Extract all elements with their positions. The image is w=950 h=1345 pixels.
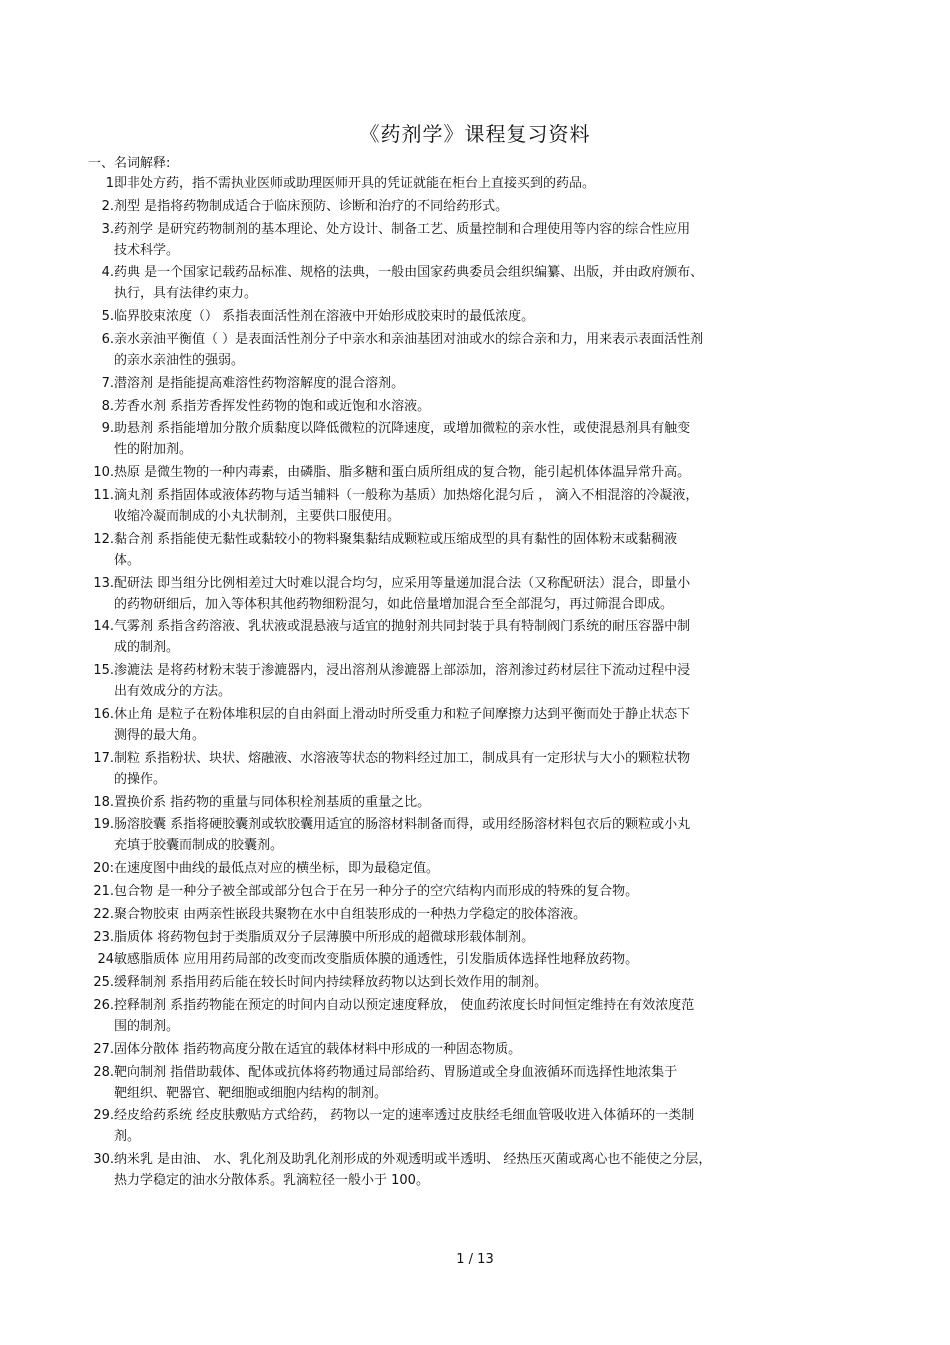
item-text-continued: 成的制剂。 xyxy=(114,640,180,656)
item-text-continued: 热力学稳定的油水分散体系。乳滴粒径一般小于 100。 xyxy=(114,1173,429,1189)
item-text: 经皮给药系统 经皮肤敷贴方式给药， 药物以一定的速率透过皮肤经毛细血管吸收进入体循环的一类制 xyxy=(114,1108,695,1124)
definition-item xyxy=(88,306,848,327)
item-text-continued: 出有效成分的方法。 xyxy=(114,684,232,700)
definition-list xyxy=(88,173,848,1193)
definition-item xyxy=(88,1062,848,1104)
item-number: 30. xyxy=(93,1152,114,1168)
item-number: 2. xyxy=(101,198,114,214)
definition-item xyxy=(88,858,848,879)
definition-item xyxy=(88,949,848,970)
item-text: 固体分散体 指药物高度分散在适宜的载体材料中形成的一种固态物质。 xyxy=(114,1041,522,1057)
definition-item xyxy=(88,995,848,1037)
definition-item xyxy=(88,219,848,261)
definition-item xyxy=(88,396,848,417)
definition-item xyxy=(88,173,848,194)
item-number: 23. xyxy=(93,929,114,945)
item-text: 即非处方药，指不需执业医师或助理医师开具的凭证就能在柜台上直接买到的药品。 xyxy=(114,176,596,191)
definition-item xyxy=(88,262,848,304)
definition-item xyxy=(88,1149,848,1191)
item-number: 19. xyxy=(93,817,114,833)
section-heading: 一、名词解释: xyxy=(88,156,171,171)
item-text: 药剂学 是研究药物制剂的基本理论、处方设计、制备工艺、质量控制和合理使用等内容的综合性应用 xyxy=(114,221,691,237)
item-text-continued: 的亲水亲油性的强弱。 xyxy=(114,352,245,368)
item-number: 7. xyxy=(101,375,114,391)
item-text: 置换价系 指药物的重量与同体积栓剂基质的重量之比。 xyxy=(114,794,431,810)
item-text: 临界胶束浓度（） 系指表面活性剂在溶液中开始形成胶束时的最低浓度。 xyxy=(114,309,535,325)
item-number: 14. xyxy=(93,619,114,635)
item-text: 剂型 是指将药物制成适合于临床预防、诊断和治疗的不同给药形式。 xyxy=(114,198,509,214)
definition-item xyxy=(88,927,848,948)
item-text: 在速度图中曲线的最低点对应的横坐标，即为最稳定值。 xyxy=(114,861,440,877)
definition-item xyxy=(88,660,848,702)
item-number: 13. xyxy=(93,575,114,591)
item-text: 潜溶剂 是指能提高难溶性药物溶解度的混合溶剂。 xyxy=(114,375,405,391)
page-number: 1 / 13 xyxy=(456,1252,494,1267)
item-text: 包合物 是一种分子被全部或部分包合于在另一种分子的空穴结构内而形成的特殊的复合物。 xyxy=(114,883,639,899)
item-number: 16. xyxy=(93,706,114,722)
item-text: 休止角 是粒子在粉体堆积层的自由斜面上滑动时所受重力和粒子间摩擦力达到平衡而处于静止状态下 xyxy=(114,706,691,722)
item-text: 控释制剂 系指药物能在预定的时间内自动以预定速度释放， 使血药浓度长时间恒定维持在有效浓度范 xyxy=(114,997,695,1013)
item-text: 黏合剂 系指能使无黏性或黏较小的物料聚集黏结成颗粒或压缩成型的具有黏性的固体粉末或黏稠液 xyxy=(114,531,678,547)
item-text-continued: 剂。 xyxy=(114,1129,141,1145)
item-number: 25. xyxy=(93,975,114,991)
definition-item xyxy=(88,329,848,371)
definition-item xyxy=(88,814,848,856)
definition-item xyxy=(88,1039,848,1060)
item-text-continued: 靶组织、靶器官、靶细胞或细胞内结构的制剂。 xyxy=(114,1085,388,1101)
item-text: 敏感脂质体 应用用药局部的改变而改变脂质体膜的通透性，引发脂质体选择性地释放药物。 xyxy=(114,952,639,968)
item-text: 制粒 系指粉状、块状、熔融液、水溶液等状态的物料经过加工，制成具有一定形状与大小的颗粒状物 xyxy=(114,750,691,766)
definition-item xyxy=(88,904,848,925)
item-number: 6. xyxy=(101,331,114,347)
item-number: 11. xyxy=(93,487,114,503)
item-text-continued: 的药物研细后，加入等体积其他药物细粉混匀，如此倍量增加混合至全部混匀，再过筛混合即成。 xyxy=(114,596,674,612)
item-number: 15. xyxy=(93,663,114,679)
item-number: 21. xyxy=(93,883,114,899)
item-number: 5. xyxy=(101,309,114,325)
item-number: 28. xyxy=(93,1064,114,1080)
item-text: 药典 是一个国家记载药品标准、规格的法典，一般由国家药典委员会组织编纂、出版，并由政府颁布、 xyxy=(114,265,704,281)
item-number: 1 xyxy=(105,176,114,191)
item-text-continued: 收缩冷凝而制成的小丸状制剂，主要供口服使用。 xyxy=(114,508,401,524)
definition-item xyxy=(88,1105,848,1147)
item-text: 脂质体 将药物包封于类脂质双分子层薄膜中所形成的超微球形载体制剂。 xyxy=(114,929,535,945)
item-text: 亲水亲油平衡值（ ）是表面活性剂分子中亲水和亲油基团对油或水的综合亲和力，用来表示表面活性剂 xyxy=(114,331,704,347)
item-text: 助悬剂 系指能增加分散介质黏度以降低微粒的沉降速度，或增加微粒的亲水性，或使混悬剂具有触变 xyxy=(114,421,691,437)
item-text-continued: 围的制剂。 xyxy=(114,1018,180,1034)
item-number: 17. xyxy=(93,750,114,766)
item-number: 27. xyxy=(93,1041,114,1057)
item-number: 9. xyxy=(101,421,114,437)
item-text: 渗漉法 是将药材粉末装于渗漉器内，浸出溶剂从渗漉器上部添加，溶剂渗过药材层往下流动过程中浸 xyxy=(114,663,691,679)
definition-item xyxy=(88,972,848,993)
item-text: 肠溶胶囊 系指将硬胶囊剂或软胶囊用适宜的肠溶材料制备而得，或用经肠溶材料包衣后的颗粒或小丸 xyxy=(114,817,691,833)
item-text-continued: 体。 xyxy=(114,552,141,568)
item-text: 配研法 即当组分比例相差过大时难以混合均匀，应采用等量递加混合法（又称配研法）混合，即量小 xyxy=(114,575,691,591)
definition-item xyxy=(88,529,848,571)
item-text: 热原 是微生物的一种内毒素，由磷脂、脂多糖和蛋白质所组成的复合物，能引起机体体温异常升高。 xyxy=(114,465,691,481)
item-number: 4. xyxy=(101,265,114,281)
item-number: 20: xyxy=(93,861,114,877)
item-text-continued: 充填于胶囊而制成的胶囊剂。 xyxy=(114,838,284,854)
item-number: 8. xyxy=(101,398,114,414)
item-number: 24 xyxy=(97,952,114,968)
item-text: 芳香水剂 系指芳香挥发性药物的饱和或近饱和水溶液。 xyxy=(114,398,431,414)
item-text: 聚合物胶束 由两亲性嵌段共聚物在水中自组装形成的一种热力学稳定的胶体溶液。 xyxy=(114,906,587,922)
item-text-continued: 性的附加剂。 xyxy=(114,442,193,458)
definition-item xyxy=(88,373,848,394)
item-number: 29. xyxy=(93,1108,114,1124)
page-title: 《药剂学》课程复习资料 xyxy=(359,122,591,146)
definition-item xyxy=(88,616,848,658)
item-text: 缓释制剂 系指用药后能在较长时间内持续释放药物以达到长效作用的制剂。 xyxy=(114,975,548,991)
item-text-continued: 测得的最大角。 xyxy=(114,727,206,743)
definition-item xyxy=(88,573,848,615)
definition-item xyxy=(88,462,848,483)
item-number: 12. xyxy=(93,531,114,547)
definition-item xyxy=(88,485,848,527)
item-text-continued: 执行，具有法律约束力。 xyxy=(114,286,258,302)
item-number: 10. xyxy=(93,465,114,481)
item-text-continued: 的操作。 xyxy=(114,771,167,787)
definition-item xyxy=(88,418,848,460)
definition-item xyxy=(88,881,848,902)
definition-item xyxy=(88,748,848,790)
item-text-continued: 技术科学。 xyxy=(114,242,180,258)
item-number: 22. xyxy=(93,906,114,922)
item-text: 纳米乳 是由油、 水、乳化剂及助乳化剂形成的外观透明或半透明、 经热压灭菌或离心也不能使之分层， xyxy=(114,1152,712,1168)
definition-item xyxy=(88,704,848,746)
item-number: 18. xyxy=(93,794,114,810)
item-text: 靶向制剂 指借助载体、配体或抗体将药物通过局部给药、胃肠道或全身血液循环而选择性地浓集于 xyxy=(114,1064,678,1080)
item-text: 气雾剂 系指含药溶液、乳状液或混悬液与适宜的抛射剂共同封装于具有特制阀门系统的耐压容器中制 xyxy=(114,619,691,635)
item-text: 滴丸剂 系指固体或液体药物与适当辅料（一般称为基质）加热熔化混匀后 ， 滴入不相混溶的冷凝液， xyxy=(114,487,699,503)
item-number: 3. xyxy=(101,221,114,237)
definition-item xyxy=(88,196,848,217)
item-number: 26. xyxy=(93,997,114,1013)
definition-item xyxy=(88,792,848,813)
